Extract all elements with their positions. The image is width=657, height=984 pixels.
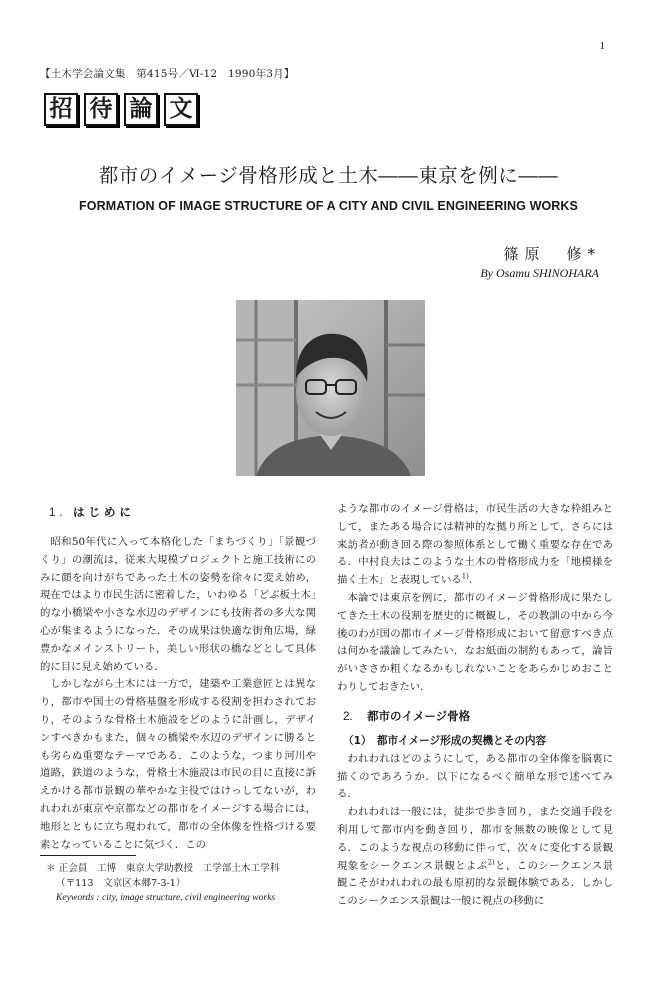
- reference-mark: 2): [487, 858, 495, 867]
- left-column: [40, 501, 316, 854]
- section-1-heading: [40, 501, 316, 524]
- page-number: 1: [599, 40, 605, 52]
- section-number: 2.: [343, 710, 353, 723]
- journal-reference: 【土木学会論文集 第415号／Ⅵ-12 1990年3月】: [40, 68, 295, 80]
- author-affiliation: ＊ 正会員 工博 東京大学助教授 工学部土木工学科: [46, 863, 280, 874]
- body-paragraph: 昭和50年代に入って本格化した「まちづくり」「景観づくり」の潮流は，従来大規模プロジェクトと施工技術にのみに顔を向けがちであった土木の姿勢を徐々に変え始め，現在ではより市民生活に密着した，いわゆる「どぶ板土木」的な小橋梁や小さな水辺のデザインにも技術者の多大な関心が集まるようになった．その成果は快適な街角広場，緑豊かなメインストリート，美しい形状の橋などとして具体的に目に見え始めている．: [40, 536, 316, 673]
- paragraph-text: われわれは一般には，徒歩で歩き回り，また交通手段を利用して都市内を動き回り，都市を無数の映像として見る．このような視点の移動に伴って，次々に変化する景観現象をシークエンス景観とよぶ: [337, 806, 613, 872]
- body-paragraph: しかしながら土木には一方で，建築や工業意匠とは異なり，都市や国土の骨格基盤を形成する役割を担わされており，そのような骨格土木施設をどのように計画し，デザインすべきかもまた，個々の橋梁や水辺のデザインに勝るとも劣らぬ重要なテーマである．このような，つまり河川や道路，鉄道のような，骨格土木施設は市民の目に直接に訴えかける都市景観の華やかな主役ではけっしてないが，われわれが東京や京都などの都市をイメージする場合には，地形とともに立ち現われて，都市の全体像を性格づける要素となっていることに気づく．この: [40, 678, 316, 851]
- badge-char: 論: [124, 93, 158, 126]
- paragraph-text: ．: [468, 574, 480, 587]
- section-title: 都市のイメージ骨格: [367, 708, 471, 723]
- badge-char: 待: [84, 93, 118, 126]
- paper-type-badge: [44, 93, 198, 126]
- author-address: （〒113 文京区本郷7-3-1）: [56, 877, 186, 889]
- right-column: [337, 501, 613, 911]
- body-paragraph: われわれはどのようにして，ある都市の全体像を脳裏に描くのであろうか．以下になるべく簡単な形で述べてみる．: [337, 752, 613, 801]
- body-paragraph: 本論では東京を例に，都市のイメージ骨格形成に果たしてきた土木の役割を歴史的に概観し，その教訓の中から今後のわが国の都市イメージ骨格形成において留意すべき点は何かを議論してみたい．なお紙面の制約もあって，論旨がいささか粗くなるかもしれないことをあらかじめおことわりしておきたい．: [337, 591, 613, 693]
- section-title: はじめに: [73, 505, 135, 519]
- body-paragraph: [337, 501, 613, 590]
- badge-char: 招: [44, 93, 78, 126]
- author-name-english: By Osamu SHINOHARA: [480, 266, 599, 280]
- subsection-heading: （1） 都市イメージ形成の契機とその内容: [343, 734, 547, 747]
- title-japanese: 都市のイメージ骨格形成と土木――東京を例に――: [98, 164, 559, 187]
- reference-mark: 1): [461, 572, 469, 581]
- paragraph-text: と，このシークエンス景観こそがわれわれの最も原初的な景観体験である．しかしこのシークエンス景観は一般に視点の移動に: [337, 859, 613, 908]
- paragraph-text: ような都市のイメージ骨格は，市民生活の大きな枠組みとして，またある場合には精神的な拠り所として，さらには来訪者が動き回る際の参照体系として働く重要な存在である．中村良夫はこのような土木の骨格形成力を「地模様を描く土木」と表現している: [337, 503, 613, 587]
- section-number: 1.: [49, 507, 67, 519]
- footnote: [46, 862, 322, 906]
- title-english: FORMATION OF IMAGE STRUCTURE OF A CITY AND CIVIL ENGINEERING WORKS: [79, 199, 578, 213]
- body-paragraph: [337, 804, 613, 911]
- footnote-divider: [40, 855, 136, 856]
- badge-char: 文: [164, 93, 198, 126]
- keywords: Keywords : city, image structure, civil engineering works: [56, 892, 276, 903]
- section-2-heading: [337, 705, 613, 728]
- author-name-japanese: 篠原 修*: [503, 245, 601, 263]
- author-photo: [236, 300, 425, 476]
